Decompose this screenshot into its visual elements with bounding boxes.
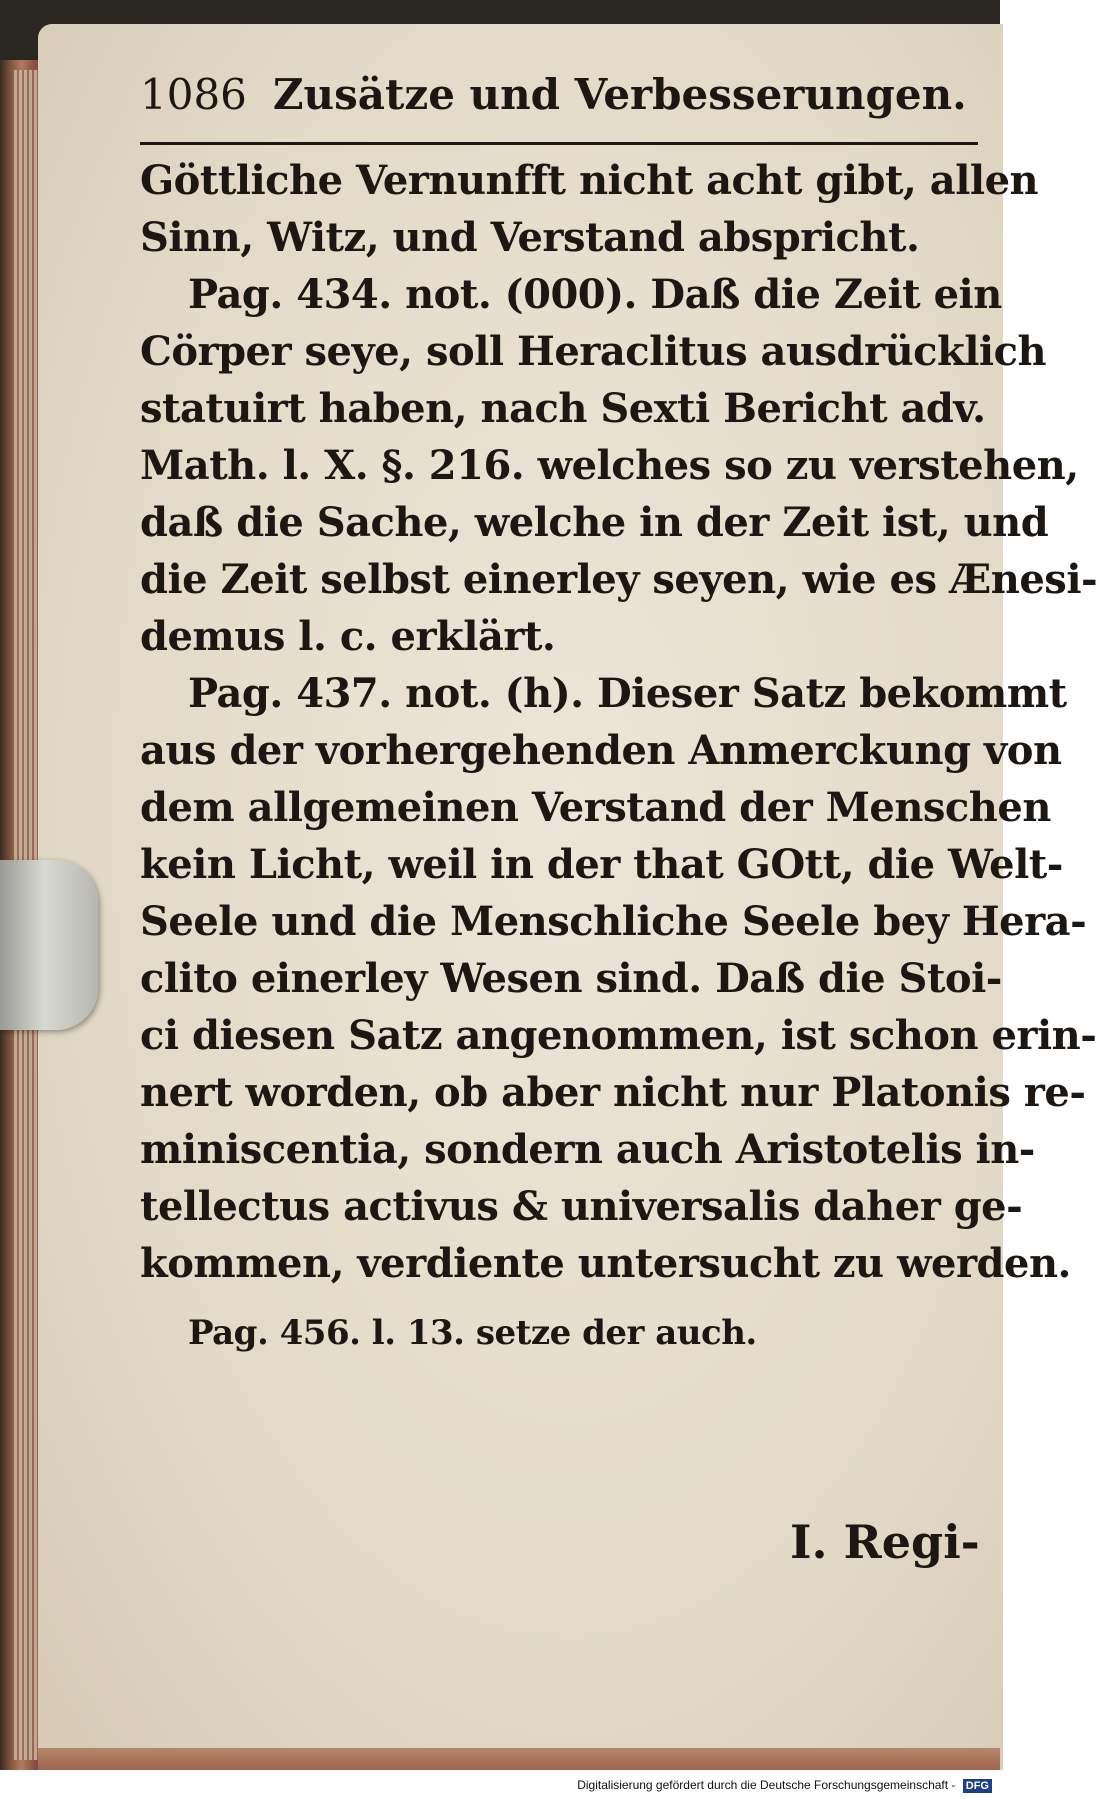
text-line: die Zeit selbst einerley seyen, wie es Ænesi- bbox=[140, 556, 1097, 603]
text-line: dem allgemeinen Verstand der Menschen bbox=[140, 784, 1051, 831]
text-line: ci diesen Satz angenommen, ist schon erin- bbox=[140, 1012, 1097, 1059]
text-line: daß die Sache, welche in der Zeit ist, und bbox=[140, 499, 1049, 546]
text-line: clito einerley Wesen sind. Daß die Stoi- bbox=[140, 955, 1002, 1002]
footer-credit: Digitalisierung gefördert durch die Deutsche Forschungsgemeinschaft - bbox=[577, 1778, 956, 1792]
text-line: Göttliche Vernunfft nicht acht gibt, allen bbox=[140, 157, 1039, 204]
text-line: Math. l. X. §. 216. welches so zu verstehen, bbox=[140, 442, 1079, 489]
page-header bbox=[140, 70, 990, 136]
erratum-line: Pag. 456. l. 13. setze der auch. bbox=[188, 1313, 757, 1353]
running-title: Zusätze und Verbesserungen. bbox=[272, 70, 967, 119]
text-line: statuirt haben, nach Sexti Bericht adv. bbox=[140, 385, 986, 432]
header-rule bbox=[140, 142, 978, 145]
page-bottom-edge bbox=[38, 1748, 1000, 1770]
digitization-footer bbox=[0, 1772, 1000, 1799]
page-number: 1086 bbox=[140, 70, 247, 119]
text-line: nert worden, ob aber nicht nur Platonis re- bbox=[140, 1069, 1086, 1116]
text-line: kommen, verdiente untersucht zu werden. bbox=[140, 1240, 1071, 1287]
page-text bbox=[140, 70, 1097, 1364]
text-line: aus der vorhergehenden Anmerckung von bbox=[140, 727, 1062, 774]
text-line: miniscentia, sondern auch Aristotelis in- bbox=[140, 1126, 1035, 1173]
page-clip bbox=[0, 860, 98, 1030]
text-line: kein Licht, weil in der that GOtt, die Welt- bbox=[140, 841, 1063, 888]
text-line: Pag. 437. not. (h). Dieser Satz bekommt bbox=[188, 670, 1067, 717]
text-line: Pag. 434. not. (000). Daß die Zeit ein bbox=[188, 271, 1002, 318]
dfg-logo: DFG bbox=[963, 1779, 992, 1793]
text-line: Seele und die Menschliche Seele bey Hera- bbox=[140, 898, 1087, 945]
text-line: Sinn, Witz, und Verstand abspricht. bbox=[140, 214, 920, 261]
text-line: demus l. c. erklärt. bbox=[140, 613, 556, 660]
text-line: Cörper seye, soll Heraclitus ausdrücklich bbox=[140, 328, 1047, 375]
text-line: tellectus activus & universalis daher ge- bbox=[140, 1183, 1023, 1230]
catchword: I. Regi- bbox=[790, 1515, 980, 1569]
